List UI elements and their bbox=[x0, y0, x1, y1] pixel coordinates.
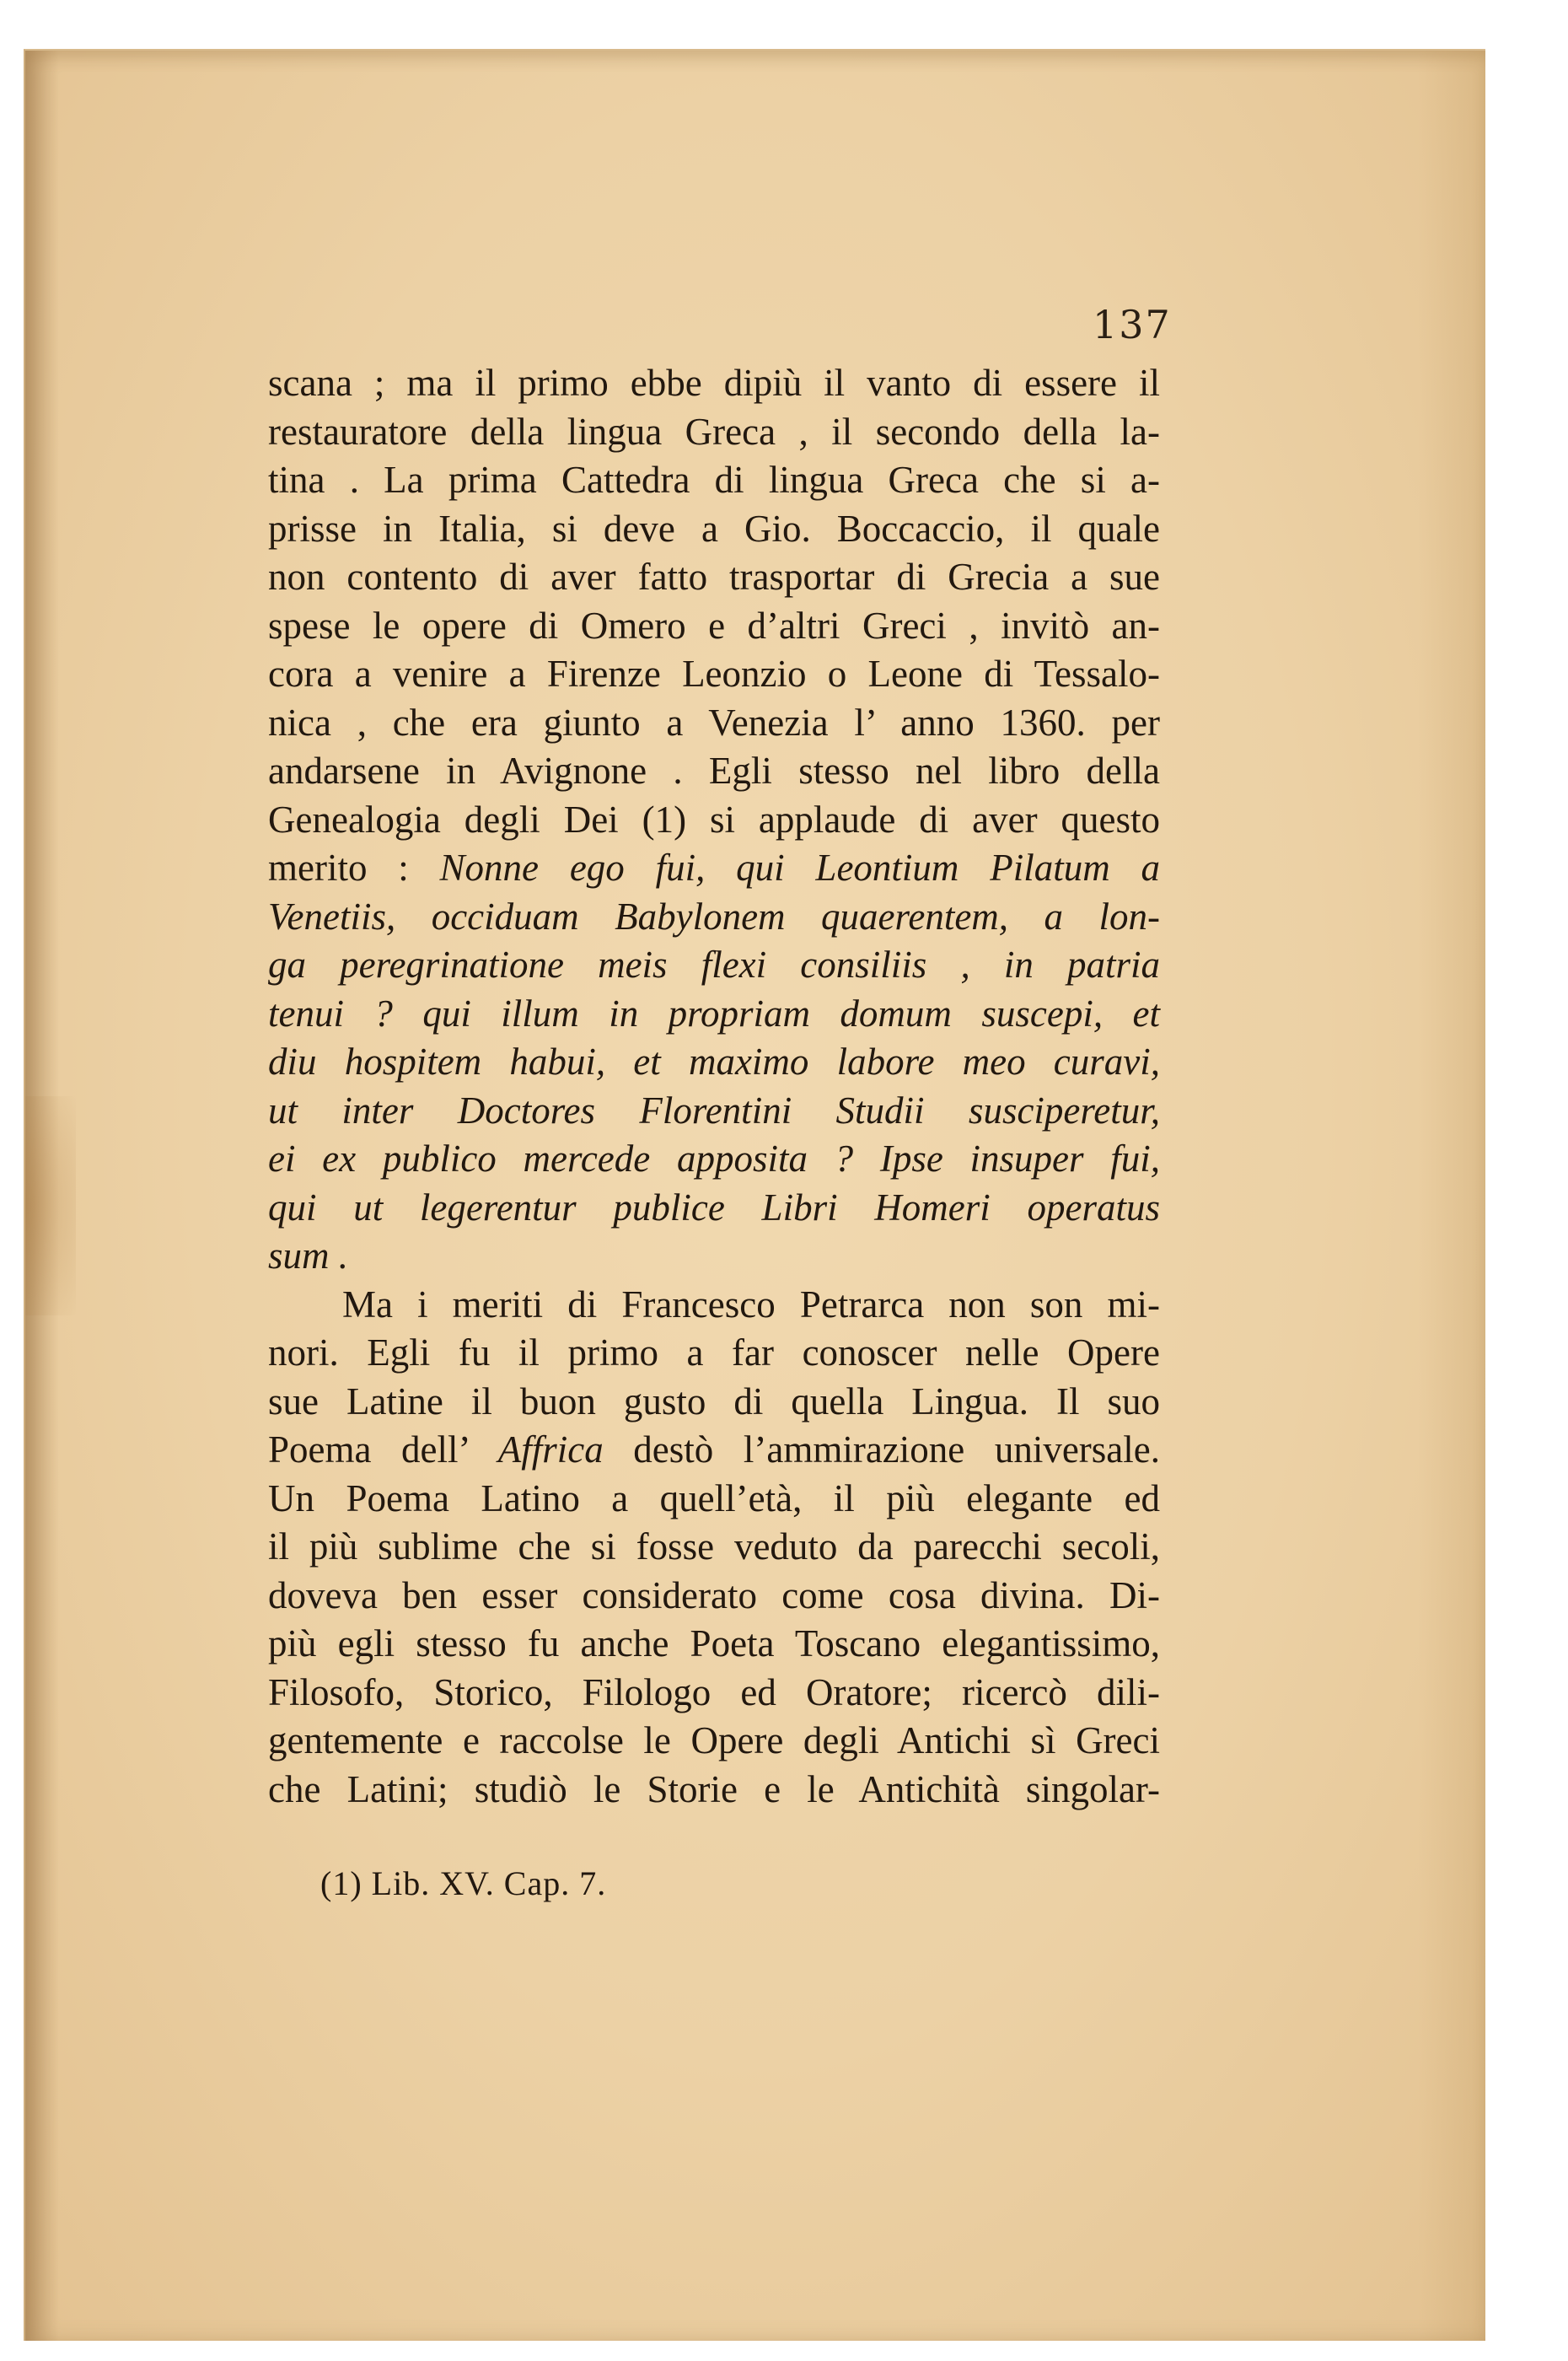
latin-quote-line: tenui ? qui illum in propriam domum suscepi, et bbox=[268, 992, 1160, 1035]
latin-quote-line: qui ut legerentur publice Libri Homeri operatus bbox=[268, 1186, 1160, 1229]
poem-title: Affrica bbox=[497, 1428, 604, 1471]
latin-quote-line: diu hospitem habui, et maximo labore meo curavi, bbox=[268, 1041, 1160, 1083]
text-line: scana ; ma il primo ebbe dipiù il vanto di essere il bbox=[268, 362, 1160, 404]
text-line: doveva ben esser considerato come cosa divina. Di- bbox=[268, 1573, 1160, 1616]
latin-quote-line: Venetiis, occiduam Babylonem quaerentem, a lon- bbox=[268, 895, 1160, 938]
text-line: che Latini; studiò le Storie e le Antichità singolar- bbox=[268, 1767, 1160, 1810]
page-number: 137 bbox=[1093, 302, 1172, 347]
latin-quote-line: ei ex publico mercede apposita ? Ipse insuper fui, bbox=[268, 1137, 1160, 1180]
latin-quote-text: Nonne ego fui, qui Leontium Pilatum a bbox=[439, 847, 1160, 889]
quote-intro: merito : bbox=[268, 847, 440, 889]
text-line: il più sublime che si fosse veduto da parecchi secoli, bbox=[268, 1525, 1160, 1568]
quote-start-line bbox=[268, 844, 1160, 893]
text-line: Genealogia degli Dei (1) si applaude di aver questo bbox=[268, 798, 1160, 841]
text-line: gentemente e raccolse le Opere degli Antichi sì Greci bbox=[268, 1719, 1160, 1761]
text-line: non contento di aver fatto trasportar di Grecia a sue bbox=[268, 556, 1160, 598]
latin-quote-line: ga peregrinatione meis flexi consiliis , in patria bbox=[268, 944, 1160, 986]
text-line: nori. Egli fu il primo a far conoscer nelle Opere bbox=[268, 1331, 1160, 1374]
text-line: andarsene in Avignone . Egli stesso nel libro della bbox=[268, 750, 1160, 792]
text-line: restauratore della lingua Greca , il secondo della la- bbox=[268, 410, 1160, 453]
affrica-line bbox=[268, 1426, 1160, 1475]
body-text bbox=[268, 359, 1160, 1814]
text-line: sue Latine il buon gusto di quella Lingua. Il suo bbox=[268, 1379, 1160, 1423]
latin-quote-line: ut inter Doctores Florentini Studii susciperetur, bbox=[268, 1089, 1160, 1132]
text-line: prisse in Italia, si deve a Gio. Boccaccio, il quale bbox=[268, 507, 1160, 550]
paper-stain bbox=[25, 1096, 76, 1315]
text-line: spese le opere di Omero e d’altri Greci , invitò an- bbox=[268, 604, 1160, 647]
text-line: Ma i meriti di Francesco Petrarca non son mi- bbox=[342, 1283, 1160, 1326]
text-line: tina . La prima Cattedra di lingua Greca che si a- bbox=[268, 459, 1160, 501]
text-line: Un Poema Latino a quell’età, il più elegante ed bbox=[268, 1476, 1160, 1519]
text-segment: destò l’ammirazione universale. bbox=[603, 1428, 1160, 1471]
text-line: più egli stesso fu anche Poeta Toscano elegantissimo, bbox=[268, 1622, 1160, 1665]
text-line: Filosofo, Storico, Filologo ed Oratore; ricercò dili- bbox=[268, 1670, 1160, 1713]
latin-quote-line: sum . bbox=[268, 1234, 349, 1277]
footnote: (1) Lib. XV. Cap. 7. bbox=[320, 1864, 607, 1902]
text-line: nica , che era giunto a Venezia l’ anno 1360. per bbox=[268, 701, 1160, 744]
edge-discoloration bbox=[1418, 51, 1485, 2341]
text-line: cora a venire a Firenze Leonzio o Leone di Tessalo- bbox=[268, 653, 1160, 695]
text-segment: Poema dell’ bbox=[268, 1428, 498, 1471]
